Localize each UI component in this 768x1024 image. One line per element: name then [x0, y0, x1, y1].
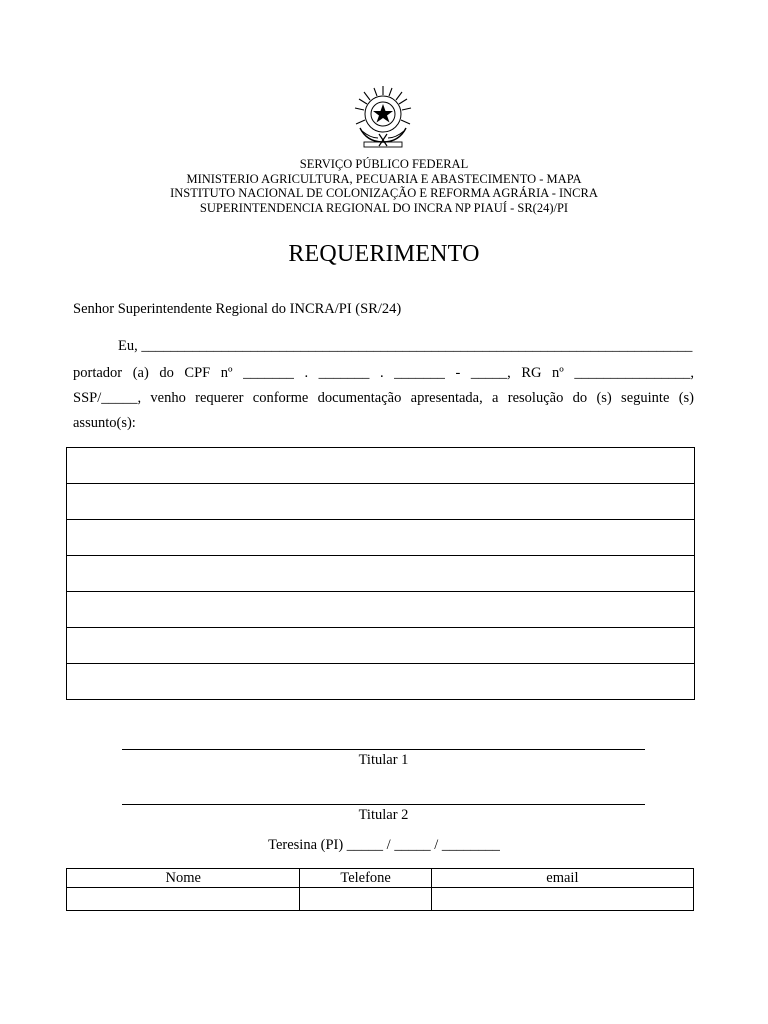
header-line-ministry: MINISTERIO AGRICULTURA, PECUARIA E ABASTECIMENTO - MAPA: [186, 171, 582, 186]
subject-box: [66, 447, 695, 700]
name-line-text: Eu, ____________________________________________________________________________: [118, 338, 693, 354]
signature-titular-2: [122, 804, 645, 824]
email-cell[interactable]: [431, 888, 693, 911]
signature-label-1: Titular 1: [358, 752, 409, 768]
subject-row[interactable]: [67, 556, 694, 592]
header-telefone: Telefone: [300, 869, 431, 888]
contact-table: [66, 868, 694, 911]
signature-line-2[interactable]: [122, 804, 645, 805]
institution-header: [0, 157, 768, 215]
header-line-service: SERVIÇO PÚBLICO FEDERAL: [299, 157, 469, 171]
contact-table-header-row: [67, 869, 694, 888]
name-line[interactable]: [73, 338, 694, 355]
header-line-superintendency: SUPERINTENDENCIA REGIONAL DO INCRA NP PIAUÍ - SR(24)/PI: [199, 200, 569, 215]
contact-table-row: [67, 888, 694, 911]
subject-row[interactable]: [67, 448, 694, 484]
header-nome: Nome: [67, 869, 300, 888]
ssp-line[interactable]: SSP/_____, venho requerer conforme documentação apresentada, a resolução do (s) seguinte (s): [73, 390, 694, 406]
subject-row[interactable]: [67, 664, 694, 700]
nome-cell[interactable]: [67, 888, 300, 911]
subject-row[interactable]: [67, 628, 694, 664]
subject-row[interactable]: [67, 520, 694, 556]
signature-label-2: Titular 2: [358, 807, 409, 823]
header-line-institute: INSTITUTO NACIONAL DE COLONIZAÇÃO E REFORMA AGRÁRIA - INCRA: [170, 186, 598, 200]
assunto-label: assunto(s):: [73, 415, 136, 431]
brazil-coat-of-arms-icon: [350, 84, 416, 150]
signature-titular-1: [122, 749, 645, 769]
document-title: REQUERIMENTO: [288, 241, 480, 267]
telefone-cell[interactable]: [300, 888, 431, 911]
header-email: email: [431, 869, 693, 888]
cpf-rg-line[interactable]: portador (a) do CPF nº _______ . _______ . _______ - _____, RG nº ________________,: [73, 365, 694, 381]
subject-row[interactable]: [67, 484, 694, 520]
subject-row[interactable]: [67, 592, 694, 628]
place-date-line[interactable]: Teresina (PI) _____ / _____ / ________: [268, 837, 500, 853]
salutation: Senhor Superintendente Regional do INCRA/PI (SR/24): [73, 301, 402, 317]
signature-line-1[interactable]: [122, 749, 645, 750]
